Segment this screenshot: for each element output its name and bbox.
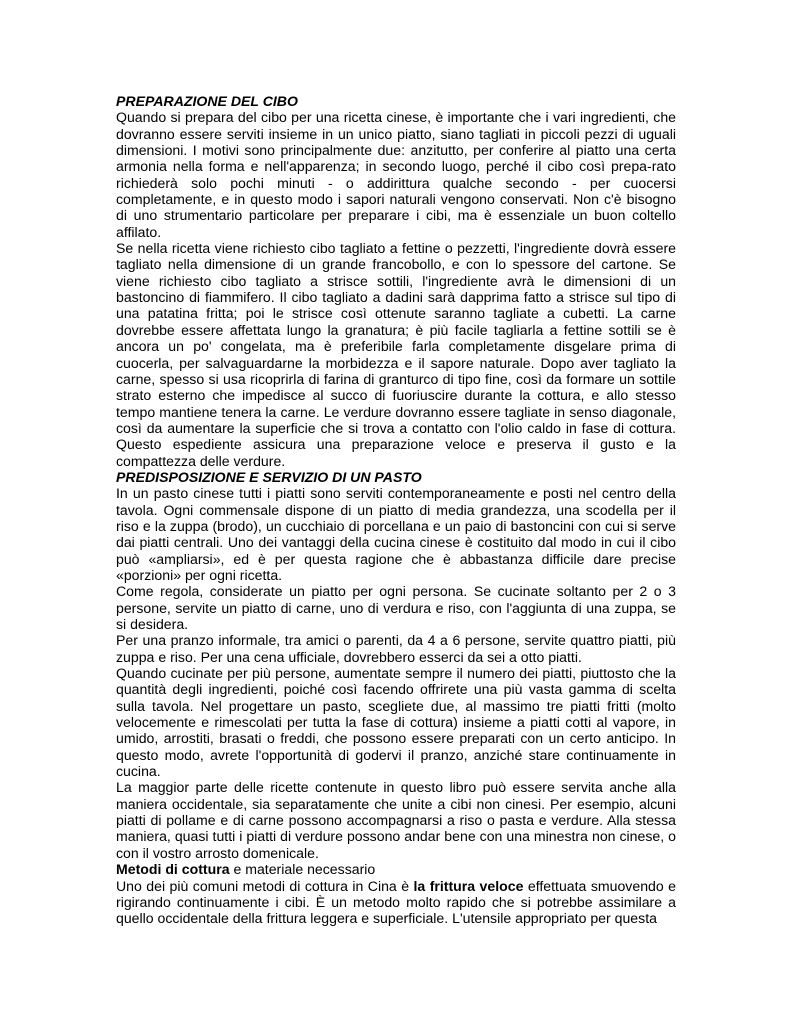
- document-page: [116, 93, 676, 927]
- paragraph-regola: Come regola, considerate un piatto per ogni persona. Se cucinate soltanto per 2 o 3 persone, servite un piatto di carne, uno di verdura e riso, con l'aggiunta di una zuppa, se si desidera.: [116, 583, 676, 632]
- paragraph-preparazione-intro: Quando si prepara del cibo per una ricetta cinese, è importante che i vari ingredienti, che dovranno essere serviti insieme in un unico piatto, siano tagliati in piccoli pezzi di uguali dimensioni. I motivi sono principalmente due: anzitutto, per conferire al piatto una certa armonia nella forma e nell'apparenza; in secondo luogo, perché il cibo così prepa-rato richiederà solo pochi minuti - o addirittura qualche secondo - per cuocersi completamente, e in questo modo i sapori naturali vengono conservati. Non c'è bisogno di uno strumentario particolare per preparare i cibi, ma è essenziale un buon coltello affilato.: [116, 109, 676, 240]
- paragraph-frittura-veloce: [116, 878, 676, 927]
- section-heading-predisposizione: PREDISPOSIZIONE E SERVIZIO DI UN PASTO: [116, 468, 422, 485]
- paragraph-pasto-cinese: In un pasto cinese tutti i piatti sono serviti contemporaneamente e posti nel centro della tavola. Ogni commensale dispone di un piatto di media grandezza, una scodella per il riso e la zuppa (brodo), un cucchiaio di porcellana e un paio di bastoncini con cui si serve dai piatti centrali. Uno dei vantaggi della cucina cinese è costituito dal modo in cui il cibo può «ampliarsi», ed è per questa ragione che è abbastanza difficile dare precise «porzioni» per ogni ricetta.: [116, 485, 676, 583]
- paragraph-taglio-ingredienti: Se nella ricetta viene richiesto cibo tagliato a fettine o pezzetti, l'ingrediente dovrà essere tagliato nella dimensione di un grande francobollo, e con lo spessore del cartone. Se viene richiesto cibo tagliato a strisce sottili, l'ingrediente avrà le dimensioni di un bastoncino di fiammifero. Il cibo tagliato a dadini sarà dapprima fatto a strisce sul tipo di una patatina fritta; poi le strisce così ottenute saranno tagliate a cubetti. La carne dovrebbe essere affettata lungo la granatura; è più facile tagliarla a fettine sottili se è ancora un po' congelata, ma è preferibile farla completamente disgelare prima di cuocerla, per salvaguardarne la morbidezza e il sapore naturale. Dopo aver tagliato la carne, spesso si usa ricoprirla di farina di granturco di tipo fine, così da formare un sottile strato esterno che impedisce al succo di fuoriuscire durante la cottura, e allo stesso tempo mantiene tenera la carne. Le verdure dovranno essere tagliate in senso diagonale, così da aumentare la superficie che si trova a contatto con l'olio caldo in fase di cottura. Questo espediente assicura una preparazione veloce e preserva il gusto e la compattezza delle verdure.: [116, 240, 676, 469]
- paragraph-bold-term: la frittura veloce: [413, 877, 524, 894]
- paragraph-text-after: effettuata smuovendo e rigirando continuamente i cibi. È un metodo molto rapido che si potrebbe assimilare a quello occidentale della frittura leggera e superficiale. L'utensile appropriato per questa: [116, 877, 676, 927]
- paragraph-piu-persone: Quando cucinate per più persone, aumentate sempre il numero dei piatti, piuttosto che la quantità degli ingredienti, poiché così facendo offrirete una più vasta gamma di scelta sulla tavola. Nel progettare un pasto, scegliete due, al massimo tre piatti fritti (molto velocemente e rimescolati per tutta la fase di cottura) insieme a piatti cotti al vapore, in umido, arrostiti, brasati o freddi, che possono essere preparati con un certo anticipo. In questo modo, avrete l'opportunità di godervi il pranzo, anziché stare continuamente in cucina.: [116, 665, 676, 780]
- heading-bold-part: Metodi di cottura: [116, 861, 230, 878]
- section-heading-metodi-cottura: [116, 861, 676, 877]
- heading-rest-part: e materiale necessario: [229, 861, 376, 878]
- paragraph-text-before: Uno dei più comuni metodi di cottura in Cina è: [116, 877, 414, 894]
- paragraph-pranzo-informale: Per una pranzo informale, tra amici o parenti, da 4 a 6 persone, servite quattro piatti, più zuppa e riso. Per una cena ufficiale, dovrebbero esserci da sei a otto piatti.: [116, 632, 676, 665]
- paragraph-maniera-occidentale: La maggior parte delle ricette contenute in questo libro può essere servita anche alla maniera occidentale, sia separatamente che unite a cibi non cinesi. Per esempio, alcuni piatti di pollame e di carne possono accompagnarsi a riso o pasta e verdure. Alla stessa maniera, quasi tutti i piatti di verdure possono andar bene con una minestra non cinese, o con il vostro arrosto domenicale.: [116, 779, 676, 861]
- section-heading-preparazione: PREPARAZIONE DEL CIBO: [116, 93, 298, 109]
